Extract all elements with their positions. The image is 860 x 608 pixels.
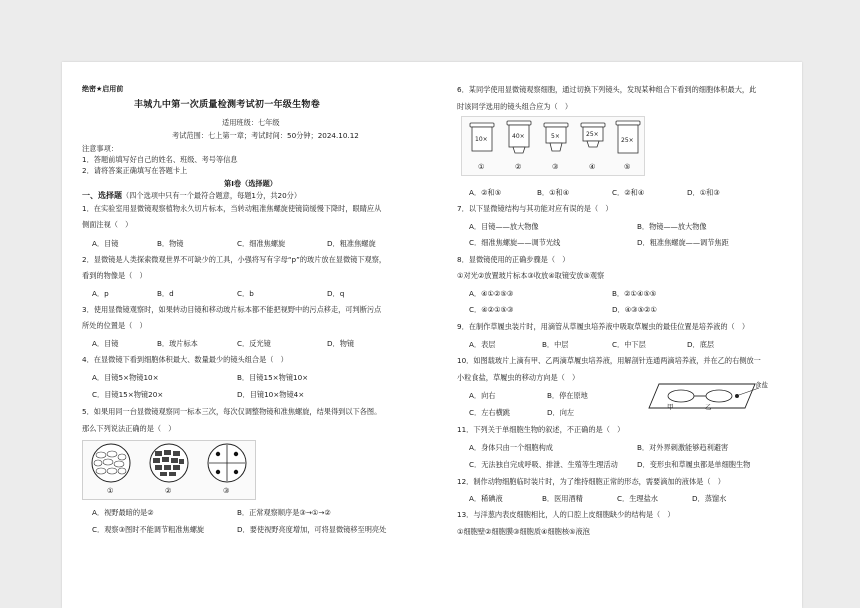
lens-magnification: 40× bbox=[512, 133, 525, 140]
applicable-grade: 适用班级：七年级 bbox=[222, 118, 280, 127]
question-1-stem: 1．在实验室用显微镜观察植物永久切片标本，当转动粗准焦螺旋使镜筒缓慢下降时，眼睛应从 bbox=[82, 204, 382, 213]
exam-sheet bbox=[62, 62, 802, 608]
question-3-stem-cont: 所处的位置是（ ） bbox=[82, 321, 147, 330]
exam-title: 丰城九中第一次质量检测考试初一年级生物卷 bbox=[134, 100, 321, 110]
q5-option-b[interactable]: B．正常观察顺序是③→①→② bbox=[237, 508, 331, 517]
lens-magnification: 5× bbox=[551, 133, 560, 140]
question-8-steps: ①对光②放置玻片标本③收放④取镜安放⑤观察 bbox=[457, 271, 605, 280]
lens-magnification: 25× bbox=[586, 131, 599, 138]
q6-option-a[interactable]: A．②和⑤ bbox=[469, 188, 502, 197]
exam-scope: 考试范围：七上第一章；考试时间：50分钟；2024.10.12 bbox=[172, 131, 359, 140]
q4-option-b[interactable]: B．目镜15×物镜10× bbox=[237, 373, 309, 382]
question-10-stem-cont: 小粒食盐，草履虫的移动方向是（ ） bbox=[457, 373, 580, 382]
question-9-stem: 9．在制作草履虫装片时，用滴管从草履虫培养液中吸取草履虫的最佳位置是培养液的（ ） bbox=[457, 322, 750, 331]
figure-label: ② bbox=[515, 162, 522, 171]
q8-option-d[interactable]: D．④③⑤②① bbox=[612, 305, 657, 314]
notes-heading: 注意事项： bbox=[82, 144, 118, 153]
q10-option-c[interactable]: C．左右横跳 bbox=[469, 408, 510, 417]
q12-option-b[interactable]: B．医用酒精 bbox=[542, 494, 583, 503]
q3-option-b[interactable]: B．玻片标本 bbox=[157, 339, 198, 348]
q3-option-a[interactable]: A．目镜 bbox=[92, 339, 119, 348]
q2-option-a[interactable]: A．p bbox=[92, 289, 109, 298]
q5-option-a[interactable]: A．视野最暗的是② bbox=[92, 508, 154, 517]
question-6-stem-cont: 时该同学选用的镜头组合应为（ ） bbox=[457, 102, 573, 111]
figure-label: ② bbox=[165, 486, 172, 495]
q8-option-a[interactable]: A．④①②⑤③ bbox=[469, 289, 514, 298]
question-6-stem: 6．某同学使用显微镜观察细胞，通过切换下列镜头，发现某种组合下看到的细胞体积最大，此 bbox=[457, 85, 757, 94]
microscope-view-figure bbox=[82, 440, 256, 500]
q7-option-d[interactable]: D．粗准焦螺旋——调节焦距 bbox=[637, 238, 729, 247]
q10-option-d[interactable]: D．向左 bbox=[547, 408, 575, 417]
q7-option-b[interactable]: B．物镜——放大物像 bbox=[637, 222, 707, 231]
q1-option-d[interactable]: D．粗准焦螺旋 bbox=[327, 239, 376, 248]
q10-option-b[interactable]: B．停在原地 bbox=[547, 391, 588, 400]
note-item: 1．答题前填写好自己的姓名、班级、考号等信息 bbox=[82, 155, 238, 164]
question-13-stem: 13．与洋葱内表皮细胞相比，人的口腔上皮细胞缺少的结构是（ ） bbox=[457, 510, 675, 519]
q9-option-b[interactable]: B．中层 bbox=[542, 340, 569, 349]
figure-label: ③ bbox=[223, 486, 230, 495]
q12-option-c[interactable]: C．生理盐水 bbox=[617, 494, 658, 503]
q2-option-c[interactable]: C．b bbox=[237, 289, 254, 298]
salt-label: 食盐 bbox=[755, 381, 768, 389]
q11-option-c[interactable]: C．无法独自完成呼吸、排泄、生殖等生理活动 bbox=[469, 460, 618, 469]
figure-label: ③ bbox=[552, 162, 559, 171]
question-5-stem: 5．如果用同一台显微镜观察同一标本三次，每次仅调整物镜和准焦螺旋，结果得到以下各图。 bbox=[82, 407, 382, 416]
q8-option-b[interactable]: B．②①④⑤⑤ bbox=[612, 289, 657, 298]
q6-option-d[interactable]: D．①和③ bbox=[687, 188, 720, 197]
question-1-stem-cont: 侧面注视（ ） bbox=[82, 220, 133, 229]
section-heading bbox=[82, 190, 301, 201]
question-5-stem-cont: 那么下列说法正确的是（ ） bbox=[82, 424, 176, 433]
question-2-stem: 2．显微镜是人类探索微观世界不可缺少的工具，小强将写有字母“p”的玻片放在显微镜下观察， bbox=[82, 255, 387, 264]
q7-option-a[interactable]: A．目镜——放大物像 bbox=[469, 222, 539, 231]
q9-option-a[interactable]: A．表层 bbox=[469, 340, 496, 349]
question-11-stem: 11．下列关于单细胞生物的叙述，不正确的是（ ） bbox=[457, 425, 625, 434]
volume-title: 第Ⅰ卷（选择题） bbox=[224, 179, 277, 188]
question-4-stem: 4．在显微镜下看到细胞体积最大、数量最少的镜头组合是（ ） bbox=[82, 355, 288, 364]
q11-option-d[interactable]: D．变形虫和草履虫都是单细胞生物 bbox=[637, 460, 751, 469]
q1-option-a[interactable]: A．目镜 bbox=[92, 239, 119, 248]
lens-magnification: 10× bbox=[475, 136, 488, 143]
figure-label: ① bbox=[478, 162, 485, 171]
q3-option-c[interactable]: C．反光镜 bbox=[237, 339, 271, 348]
slide-figure bbox=[647, 380, 777, 412]
question-3-stem: 3．使用显微镜观察时，如果转动目镜和移动玻片标本都不能把视野中的污点移走，可判断污点 bbox=[82, 305, 382, 314]
q12-option-a[interactable]: A．稀碘液 bbox=[469, 494, 503, 503]
question-10-stem: 10．如图载玻片上滴有甲、乙两滴草履虫培养液，用解剖针连通两滴培养液，并在乙的右侧放一 bbox=[457, 356, 761, 365]
q12-option-d[interactable]: D．蒸馏水 bbox=[692, 494, 727, 503]
drop-label: 乙 bbox=[705, 403, 712, 411]
q4-option-a[interactable]: A．目镜5×物镜10× bbox=[92, 373, 159, 382]
q9-option-c[interactable]: C．中下层 bbox=[612, 340, 646, 349]
question-8-stem: 8．显微镜使用的正确步骤是（ ） bbox=[457, 255, 570, 264]
figure-label: ① bbox=[107, 486, 114, 495]
q9-option-d[interactable]: D．底层 bbox=[687, 340, 715, 349]
question-12-stem: 12．制作动物细胞临时装片时，为了维持细胞正常的形态，需要滴加的液体是（ ） bbox=[457, 477, 725, 486]
q5-option-c[interactable]: C．观察③图时不能调节粗准焦螺旋 bbox=[92, 525, 205, 534]
q1-option-b[interactable]: B．物镜 bbox=[157, 239, 184, 248]
lens-figure bbox=[461, 116, 645, 176]
q4-option-c[interactable]: C．目镜15×物镜20× bbox=[92, 390, 164, 399]
q8-option-c[interactable]: C．④②①⑤③ bbox=[469, 305, 514, 314]
q5-option-d[interactable]: D．要使视野亮度增加，可将显微镜移至明亮处 bbox=[237, 525, 387, 534]
question-13-structures: ①细胞壁②细胞膜③细胞质④细胞核⑤液泡 bbox=[457, 527, 590, 536]
q2-option-b[interactable]: B．d bbox=[157, 289, 174, 298]
section-heading-note: （四个选项中只有一个最符合题意，每题1分，共20分） bbox=[122, 191, 302, 200]
q7-option-c[interactable]: C．细准焦螺旋——调节光线 bbox=[469, 238, 561, 247]
lens-magnification: 25× bbox=[621, 137, 634, 144]
q2-option-d[interactable]: D．q bbox=[327, 289, 345, 298]
section-heading-bold: 一、选择题 bbox=[82, 191, 122, 200]
q10-option-a[interactable]: A．向右 bbox=[469, 391, 496, 400]
figure-label: ④ bbox=[589, 162, 596, 171]
confidential-mark: 绝密★启用前 bbox=[82, 85, 124, 93]
drop-label: 甲 bbox=[667, 403, 674, 411]
q6-option-c[interactable]: C．②和④ bbox=[612, 188, 645, 197]
note-item: 2．请将答案正确填写在答题卡上 bbox=[82, 166, 188, 175]
q4-option-d[interactable]: D．目镜10×物镜4× bbox=[237, 390, 305, 399]
question-7-stem: 7．以下显微镜结构与其功能对应有误的是（ ） bbox=[457, 204, 613, 213]
q11-option-a[interactable]: A．身体只由一个细胞构成 bbox=[469, 443, 553, 452]
q11-option-b[interactable]: B．对外界刺激能够趋利避害 bbox=[637, 443, 729, 452]
figure-label: ⑤ bbox=[624, 162, 631, 171]
q6-option-b[interactable]: B．①和④ bbox=[537, 188, 570, 197]
q1-option-c[interactable]: C．细准焦螺旋 bbox=[237, 239, 286, 248]
q3-option-d[interactable]: D．物镜 bbox=[327, 339, 355, 348]
question-2-stem-cont: 看到的物像是（ ） bbox=[82, 271, 147, 280]
